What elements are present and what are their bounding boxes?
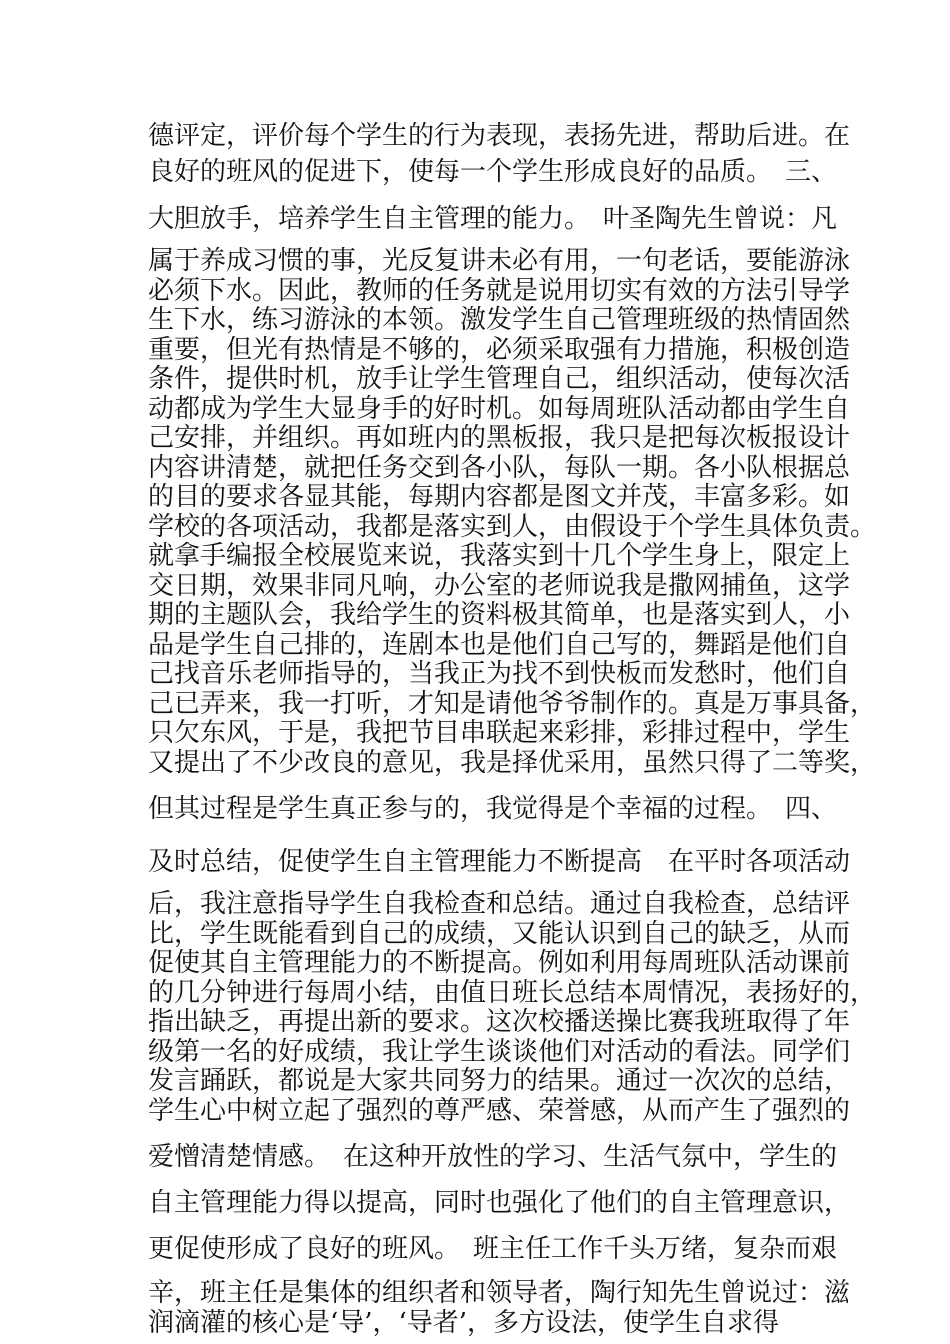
text-line: 德评定，评价每个学生的行为表现，表扬先进，帮助后进。在 [148, 121, 851, 151]
text-line: 只欠东风，于是，我把节目串联起来彩排，彩排过程中，学生 [148, 718, 851, 748]
text-line: 促使其自主管理能力的不断提高。例如利用每周班队活动课前 [148, 948, 851, 978]
text-line: 但其过程是学生真正参与的，我觉得是个幸福的过程。 四、 [148, 794, 838, 824]
text-line: 品是学生自己排的，连剧本也是他们自己写的，舞蹈是他们自 [148, 630, 851, 660]
text-line: 交日期，效果非同凡响，办公室的老师说我是撒网捕鱼，这学 [148, 571, 851, 601]
text-line: 后，我注意指导学生自我检查和总结。通过自我检查，总结评 [148, 889, 851, 919]
text-line: 生下水，练习游泳的本领。激发学生自己管理班级的热情固然 [148, 305, 851, 335]
text-line: 己已弄来，我一打听，才知是请他爷爷制作的。真是万事具备， [148, 689, 877, 719]
text-line: 必须下水。因此，教师的任务就是说用切实有效的方法引导学 [148, 276, 851, 306]
text-line: 己找音乐老师指导的，当我正为找不到快板而发愁时，他们自 [148, 659, 851, 689]
text-line: 动都成为学生大显身手的好时机。如每周班队活动都由学生自 [148, 394, 851, 424]
text-line: 指出缺乏，再提出新的要求。这次校播送操比赛我班取得了年 [148, 1007, 851, 1037]
text-line: 属于养成习惯的事，光反复讲未必有用，一句老话，要能游泳 [148, 246, 851, 276]
text-line: 爱憎清楚情感。 在这种开放性的学习、生活气氛中，学生的 [148, 1142, 838, 1172]
text-line: 又提出了不少改良的意见，我是择优采用，虽然只得了二等奖， [148, 748, 877, 778]
text-line: 级第一名的好成绩，我让学生谈谈他们对活动的看法。同学们 [148, 1037, 851, 1067]
text-line: 的几分钟进行每周小结，由值日班长总结本周情况，表扬好的， [148, 978, 877, 1008]
text-line: 大胆放手，培养学生自主管理的能力。 叶圣陶先生曾说：凡 [148, 204, 838, 234]
text-line: 内容讲清楚，就把任务交到各小队，每队一期。各小队根据总 [148, 453, 851, 483]
text-line: 条件，提供时机，放手让学生管理自己，组织活动，使每次活 [148, 364, 851, 394]
text-line: 比，学生既能看到自己的成绩，又能认识到自己的缺乏，从而 [148, 919, 851, 949]
text-line: 良好的班风的促进下，使每一个学生形成良好的品质。 三、 [148, 157, 838, 187]
text-line: 学校的各项活动，我都是落实到人，由假设于个学生具体负责。 [148, 512, 877, 542]
text-line: 辛，班主任是集体的组织者和领导者，陶行知先生曾说过：滋 [148, 1278, 851, 1308]
text-line: 自主管理能力得以提高，同时也强化了他们的自主管理意识， [148, 1188, 851, 1218]
text-line: 的目的要求各显其能，每期内容都是图文并茂，丰富多彩。如 [148, 482, 851, 512]
text-line: 期的主题队会，我给学生的资料极其简单，也是落实到人，小 [148, 600, 851, 630]
text-line: 重要，但光有热情是不够的，必须采取强有力措施，积极创造 [148, 335, 851, 365]
text-line: 就拿手编报全校展览来说，我落实到十几个学生身上，限定上 [148, 541, 851, 571]
text-line: 学生心中树立起了强烈的尊严感、荣誉感，从而产生了强烈的 [148, 1096, 851, 1126]
text-line: 及时总结，促使学生自主管理能力不断提高 在平时各项活动 [148, 847, 851, 877]
text-line: 更促使形成了良好的班风。 班主任工作千头万绪，复杂而艰 [148, 1234, 838, 1264]
text-line: 润滴灌的核心是‘导’，‘导者’，多方设法，使学生自求得 [148, 1308, 780, 1338]
text-line: 发言踊跃，都说是大家共同努力的结果。通过一次次的总结， [148, 1066, 851, 1096]
text-line: 己安排，并组织。再如班内的黑板报，我只是把每次板报设计 [148, 423, 851, 453]
